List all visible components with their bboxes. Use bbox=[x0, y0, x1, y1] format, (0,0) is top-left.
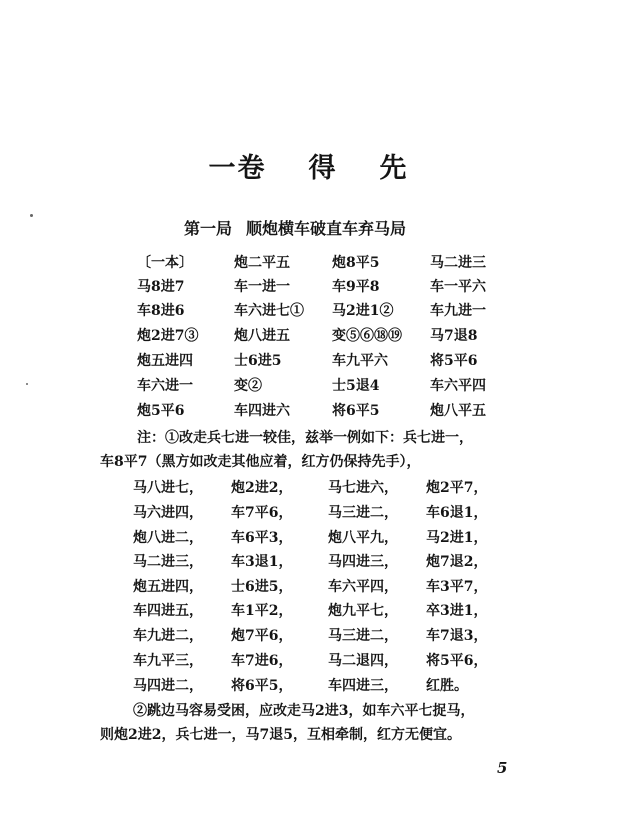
note-move-cell: 车1平2， bbox=[231, 603, 293, 619]
move-cell: 车九进一 bbox=[430, 303, 486, 319]
move-cell: 车8进6 bbox=[137, 303, 185, 319]
move-cell: 炮5平6 bbox=[137, 403, 185, 419]
move-cell: 炮二平五 bbox=[234, 255, 290, 271]
game-title bbox=[184, 216, 406, 239]
note-move-cell: 炮九平七， bbox=[328, 603, 398, 619]
note-move-cell: 红胜。 bbox=[426, 678, 468, 694]
note-move-cell: 车九进二， bbox=[133, 628, 203, 644]
move-cell: 马二进三 bbox=[430, 255, 486, 271]
note-move-cell: 车7退3， bbox=[426, 628, 488, 644]
note-move-cell: 炮7平6， bbox=[231, 628, 293, 644]
note-move-cell: 马二进三， bbox=[133, 554, 203, 570]
chapter-title-part: 一卷 bbox=[208, 153, 267, 184]
move-cell: 马7退8 bbox=[430, 328, 478, 344]
note-move-cell: 马2进1， bbox=[426, 530, 488, 546]
move-cell: 车四进六 bbox=[234, 403, 290, 419]
move-cell: 车一进一 bbox=[234, 279, 290, 295]
game-name: 顺炮横车破直车弃马局 bbox=[246, 219, 407, 238]
note-move-cell: 车6平3， bbox=[231, 530, 293, 546]
move-cell: 马2进1② bbox=[332, 303, 394, 319]
note-move-cell: 车7进6， bbox=[231, 653, 293, 669]
move-cell: 士6进5 bbox=[234, 353, 282, 369]
move-cell: 车9平8 bbox=[332, 279, 380, 295]
move-cell: 车一平六 bbox=[430, 279, 486, 295]
note-move-cell: 车四进五， bbox=[133, 603, 203, 619]
note-move-cell: 马七进六， bbox=[328, 480, 398, 496]
game-number: 第一局 bbox=[184, 219, 233, 238]
move-cell: 马8进7 bbox=[137, 279, 185, 295]
note-move-cell: 卒3进1， bbox=[426, 603, 488, 619]
note-move-cell: 炮2平7， bbox=[426, 480, 488, 496]
move-cell: 车六进七① bbox=[234, 303, 304, 319]
note-1-continuation: 车8平7（黑方如改走其他应着，红方仍保持先手）， bbox=[100, 454, 421, 470]
move-cell: 炮八进五 bbox=[234, 328, 290, 344]
note-move-cell: 将6平5， bbox=[231, 678, 293, 694]
move-cell: 炮2进7③ bbox=[137, 328, 199, 344]
note-move-cell: 炮2进2， bbox=[231, 480, 293, 496]
note-move-cell: 士6进5， bbox=[231, 579, 293, 595]
move-cell: 〔一本〕 bbox=[137, 255, 193, 271]
note-move-cell: 车四进三， bbox=[328, 678, 398, 694]
note-move-cell: 车7平6， bbox=[231, 505, 293, 521]
note-move-cell: 车六平四， bbox=[328, 579, 398, 595]
move-cell: 炮8平5 bbox=[332, 255, 380, 271]
move-cell: 变⑤⑥⑱⑲ bbox=[332, 328, 402, 344]
page-number: 5 bbox=[497, 759, 508, 777]
note-move-cell: 马八进七， bbox=[133, 480, 203, 496]
scan-speck bbox=[30, 214, 33, 217]
note-move-cell: 马四进二， bbox=[133, 678, 203, 694]
move-cell: 车六平四 bbox=[430, 378, 486, 394]
note-move-cell: 马四进三， bbox=[328, 554, 398, 570]
note-move-cell: 车6退1， bbox=[426, 505, 488, 521]
move-cell: 士5退4 bbox=[332, 378, 380, 394]
move-cell: 炮八平五 bbox=[430, 403, 486, 419]
note-move-cell: 炮八进二， bbox=[133, 530, 203, 546]
chapter-title-part: 先 bbox=[379, 153, 409, 184]
move-cell: 将6平5 bbox=[332, 403, 380, 419]
note-move-cell: 马六进四， bbox=[133, 505, 203, 521]
note-move-cell: 马二退四， bbox=[328, 653, 398, 669]
move-cell: 变② bbox=[234, 378, 262, 394]
chapter-title bbox=[0, 146, 617, 185]
note-move-cell: 车3退1， bbox=[231, 554, 293, 570]
note-move-cell: 马三进二， bbox=[328, 628, 398, 644]
chapter-title-part: 得 bbox=[308, 153, 338, 184]
note-1-intro: 注：①改走兵七进一较佳，兹举一例如下：兵七进一， bbox=[137, 430, 473, 446]
scan-speck bbox=[26, 383, 28, 385]
move-cell: 将5平6 bbox=[430, 353, 478, 369]
note-move-cell: 炮五进四， bbox=[133, 579, 203, 595]
move-cell: 车六进一 bbox=[137, 378, 193, 394]
note-2-line-1: ②跳边马容易受困，应改走马2进3，如车六平七捉马， bbox=[133, 703, 475, 719]
move-cell: 炮五进四 bbox=[137, 353, 193, 369]
move-cell: 车九平六 bbox=[332, 353, 388, 369]
note-move-cell: 将5平6， bbox=[426, 653, 488, 669]
note-move-cell: 车3平7， bbox=[426, 579, 488, 595]
note-move-cell: 炮八平九， bbox=[328, 530, 398, 546]
note-move-cell: 车九平三， bbox=[133, 653, 203, 669]
note-2-line-2: 则炮2进2，兵七进一，马7退5，互相牵制，红方无便宜。 bbox=[100, 727, 461, 743]
note-move-cell: 炮7退2， bbox=[426, 554, 488, 570]
note-move-cell: 马三进二， bbox=[328, 505, 398, 521]
